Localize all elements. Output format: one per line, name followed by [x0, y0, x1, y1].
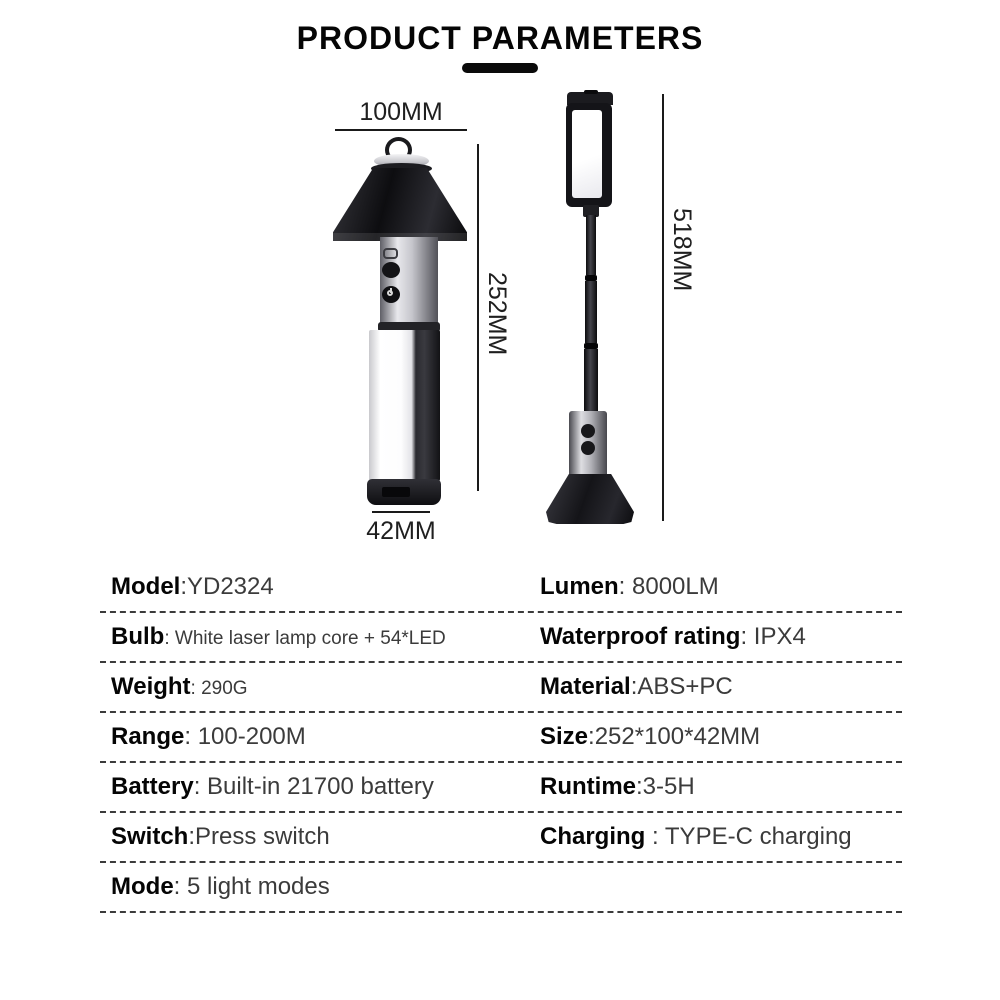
spec-value: : TYPE-C charging: [645, 823, 852, 850]
lantern-illustration: [332, 135, 473, 507]
lantern-base-notch: [382, 487, 410, 497]
spec-cell-range: [100, 723, 540, 751]
spec-row-battery-runtime: [100, 763, 902, 813]
dimension-line-lantern-height: [477, 144, 479, 491]
pole-segment-top: [586, 215, 596, 275]
pole-lamp-base: [546, 474, 634, 524]
spec-row-model-lumen: [100, 563, 902, 613]
spec-label: Material: [540, 673, 631, 700]
lantern-mode-button: [382, 262, 400, 278]
spec-label: Battery: [111, 773, 194, 800]
spec-cell-runtime: [540, 773, 902, 801]
spec-label: Model: [111, 573, 181, 600]
pole-lamp-button-1: [581, 424, 595, 438]
page-title: PRODUCT PARAMETERS: [296, 20, 704, 56]
spec-value: :YD2324: [180, 573, 274, 600]
spec-row-range-size: [100, 713, 902, 763]
spec-cell-switch: [100, 823, 540, 851]
spec-value: : IPX4: [740, 623, 806, 650]
spec-cell-model: [100, 573, 540, 601]
spec-label: Weight: [111, 673, 191, 700]
spec-value: : 8000LM: [618, 573, 719, 600]
dimension-label-pole-height: 518MM: [668, 208, 696, 292]
power-icon-stem: [390, 288, 392, 293]
lantern-power-button: [382, 286, 400, 303]
pole-lamp-illustration: [546, 90, 636, 526]
spec-value: :Press switch: [188, 823, 330, 850]
spec-label: Mode: [111, 873, 174, 900]
spec-value: : 100-200M: [184, 723, 306, 750]
spec-table: [100, 563, 902, 913]
spec-cell-bulb: [100, 623, 540, 651]
spec-label: Size: [540, 723, 589, 750]
pole-lamp-light-panel: [572, 110, 602, 198]
spec-cell-lumen: [540, 573, 902, 601]
spec-cell-charging: [540, 823, 902, 851]
spec-cell-mode: [100, 873, 540, 901]
spec-cell-material: [540, 673, 902, 701]
spec-value: :ABS+PC: [630, 673, 733, 700]
spec-label: Bulb: [111, 623, 165, 650]
dimension-line-lantern-base: [372, 511, 430, 513]
pole-lamp-head-notch: [584, 90, 598, 94]
dimension-label-lantern-base: 42MM: [366, 517, 436, 545]
dimension-line-lantern-width: [335, 129, 467, 131]
pole-segment-middle: [585, 281, 597, 343]
title-underline-bar: [462, 63, 538, 73]
spec-row-weight-material: [100, 663, 902, 713]
dimension-label-lantern-width: 100MM: [359, 98, 443, 126]
spec-label: Waterproof rating: [540, 623, 741, 650]
lantern-indicator-slot: [383, 248, 398, 259]
spec-value: : 5 light modes: [173, 873, 330, 900]
spec-label: Switch: [111, 823, 189, 850]
lantern-light-tube: [369, 330, 440, 481]
spec-row-switch-charging: [100, 813, 902, 863]
spec-label: Lumen: [540, 573, 619, 600]
spec-value: :252*100*42MM: [588, 723, 761, 750]
spec-cell-waterproof: [540, 623, 902, 651]
spec-cell-battery: [100, 773, 540, 801]
spec-cell-size: [540, 723, 902, 751]
spec-value: : Built-in 21700 battery: [193, 773, 434, 800]
dimension-line-pole-height: [662, 94, 664, 521]
spec-value: : 290G: [190, 678, 248, 699]
pole-lamp-button-2: [581, 441, 595, 455]
pole-segment-bottom: [584, 349, 598, 413]
spec-value: : White laser lamp core + 54*LED: [164, 628, 446, 649]
spec-value: :3-5H: [636, 773, 695, 800]
spec-cell-weight: [100, 673, 540, 701]
spec-label: Range: [111, 723, 185, 750]
spec-label: Runtime: [540, 773, 636, 800]
dimension-label-lantern-height: 252MM: [483, 272, 511, 356]
spec-row-bulb-waterproof: [100, 613, 902, 663]
spec-label: Charging: [540, 823, 646, 850]
spec-row-mode: [100, 863, 902, 913]
lantern-shade: [333, 168, 467, 241]
